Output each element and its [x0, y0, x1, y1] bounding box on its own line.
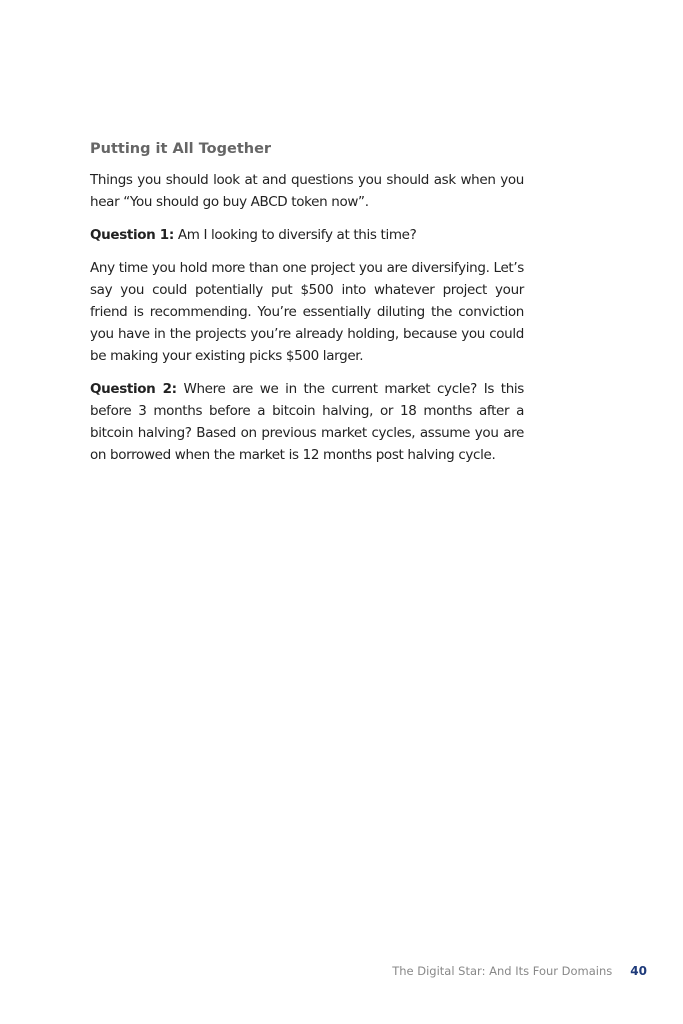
page-number: 40: [630, 964, 647, 978]
intro-text: Things you should look at and questions you should ask when you hear “You should go buy ABCD token now”.: [90, 172, 524, 210]
question-2-label: Question 2:: [90, 381, 177, 397]
intro-paragraph: [90, 169, 524, 213]
question-1-paragraph: [90, 224, 524, 246]
question-2-paragraph: [90, 378, 524, 466]
diversify-text: Any time you hold more than one project you are diversifying. Let’s say you could potentially put $500 into whatever project your friend is recommending. You’re essentially diluting the conviction you have in the projects you’re already holding, because you could be making your existing picks $500 larger.: [90, 260, 524, 364]
diversify-paragraph: [90, 257, 524, 367]
section-title: Putting it All Together: [90, 141, 272, 157]
page-footer: [392, 964, 647, 978]
question-1-text: Am I looking to diversify at this time?: [173, 227, 417, 243]
question-1-label: Question 1:: [90, 227, 174, 243]
page-content: [90, 139, 524, 477]
question-2-text: Where are we in the current market cycle? Is this before 3 months before a bitcoin halving, or 18 months after a bitcoin halving? Based on previous market cycles, assume you are on borrowed when the market is 12 months post halving cycle.: [90, 381, 524, 463]
footer-book-title: The Digital Star: And Its Four Domains: [392, 964, 613, 978]
